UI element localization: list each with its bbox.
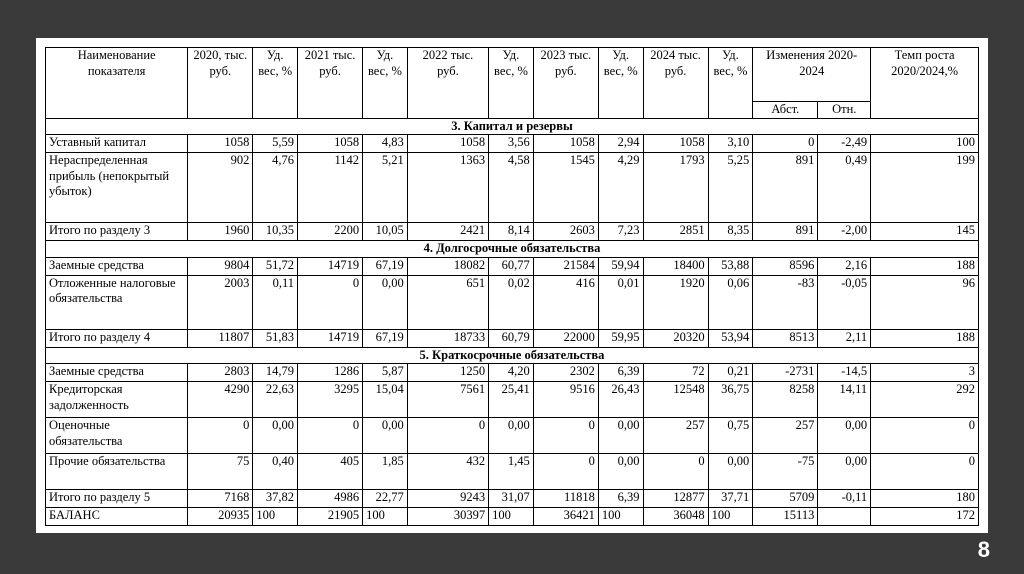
slide bbox=[36, 38, 988, 533]
table-cell: 75 bbox=[188, 454, 253, 490]
table-row bbox=[46, 418, 979, 454]
table-cell: 405 bbox=[298, 454, 363, 490]
table-cell: 902 bbox=[188, 153, 253, 223]
table-row bbox=[46, 364, 979, 382]
table-cell: 0 bbox=[188, 418, 253, 454]
table-cell: 2603 bbox=[533, 223, 598, 241]
table-row bbox=[46, 490, 979, 508]
section-row bbox=[46, 118, 979, 135]
table-cell: 292 bbox=[871, 382, 979, 418]
table-cell: 2003 bbox=[188, 275, 253, 329]
table-cell: 96 bbox=[871, 275, 979, 329]
header-change-rel: Отн. bbox=[818, 102, 871, 119]
table-cell: 11807 bbox=[188, 329, 253, 347]
header-year-value: 2022 тыс. руб. bbox=[407, 48, 488, 119]
header-year-value: 2023 тыс. руб. bbox=[533, 48, 598, 119]
table-cell: 0,01 bbox=[598, 275, 643, 329]
table-row bbox=[46, 223, 979, 241]
table-cell: 20935 bbox=[188, 508, 253, 526]
table-cell: 30397 bbox=[407, 508, 488, 526]
row-label: Итого по разделу 5 bbox=[46, 490, 188, 508]
table-cell: 0 bbox=[407, 418, 488, 454]
table-cell: 0,75 bbox=[708, 418, 753, 454]
balance-row bbox=[46, 508, 979, 526]
table-cell: 891 bbox=[753, 153, 818, 223]
header-year-share: Уд. вес, % bbox=[489, 48, 534, 119]
table-cell: 51,72 bbox=[253, 257, 298, 275]
row-label: Прочие обязательства bbox=[46, 454, 188, 490]
table-cell: 0,00 bbox=[598, 454, 643, 490]
table-cell: 59,94 bbox=[598, 257, 643, 275]
table-cell: 9804 bbox=[188, 257, 253, 275]
table-cell: 22,63 bbox=[253, 382, 298, 418]
table-cell: 14719 bbox=[298, 257, 363, 275]
row-label: Заемные средства bbox=[46, 364, 188, 382]
table-cell: 36048 bbox=[643, 508, 708, 526]
header-year-value: 2024 тыс. руб. bbox=[643, 48, 708, 119]
table-cell: 1,85 bbox=[363, 454, 408, 490]
table-cell: 1545 bbox=[533, 153, 598, 223]
table-cell: 0,00 bbox=[708, 454, 753, 490]
table-cell: 100 bbox=[489, 508, 534, 526]
table-cell: 8513 bbox=[753, 329, 818, 347]
table-body bbox=[46, 118, 979, 526]
table-cell: 4986 bbox=[298, 490, 363, 508]
table-cell: 2,16 bbox=[818, 257, 871, 275]
table-cell: 53,94 bbox=[708, 329, 753, 347]
row-label: Отложенные налоговые обязательства bbox=[46, 275, 188, 329]
table-cell: 0 bbox=[298, 275, 363, 329]
table-cell: 2200 bbox=[298, 223, 363, 241]
table-cell: 100 bbox=[871, 135, 979, 153]
table-cell: 0 bbox=[871, 454, 979, 490]
table-cell: 0,00 bbox=[363, 275, 408, 329]
table-cell: 416 bbox=[533, 275, 598, 329]
table-cell: 36421 bbox=[533, 508, 598, 526]
table-row bbox=[46, 135, 979, 153]
table-cell: 257 bbox=[643, 418, 708, 454]
table-cell: 2851 bbox=[643, 223, 708, 241]
table-cell: 100 bbox=[363, 508, 408, 526]
table-cell: 10,35 bbox=[253, 223, 298, 241]
table-cell: 0,00 bbox=[489, 418, 534, 454]
table-row bbox=[46, 329, 979, 347]
table-cell: 0,02 bbox=[489, 275, 534, 329]
table-cell: 5,59 bbox=[253, 135, 298, 153]
table-cell: 651 bbox=[407, 275, 488, 329]
table-cell: 3295 bbox=[298, 382, 363, 418]
table-cell: 1250 bbox=[407, 364, 488, 382]
table-cell: 51,83 bbox=[253, 329, 298, 347]
table-cell: 3 bbox=[871, 364, 979, 382]
table-cell: -83 bbox=[753, 275, 818, 329]
table-cell: 0 bbox=[533, 454, 598, 490]
table-cell: 14,11 bbox=[818, 382, 871, 418]
table-cell: 180 bbox=[871, 490, 979, 508]
table-cell: -2731 bbox=[753, 364, 818, 382]
table-cell: 21905 bbox=[298, 508, 363, 526]
table-cell: -0,05 bbox=[818, 275, 871, 329]
table-cell: 1286 bbox=[298, 364, 363, 382]
table-cell: 257 bbox=[753, 418, 818, 454]
table-cell: 14,79 bbox=[253, 364, 298, 382]
table-cell: 22000 bbox=[533, 329, 598, 347]
table-cell: 2,94 bbox=[598, 135, 643, 153]
table-cell: 1058 bbox=[298, 135, 363, 153]
table-row bbox=[46, 153, 979, 223]
row-label: Заемные средства bbox=[46, 257, 188, 275]
header-year-value: 2020, тыс. руб. bbox=[188, 48, 253, 119]
table-cell: 5,21 bbox=[363, 153, 408, 223]
table-cell: 2803 bbox=[188, 364, 253, 382]
table-cell: 11818 bbox=[533, 490, 598, 508]
table-cell: 15,04 bbox=[363, 382, 408, 418]
table-cell: 31,07 bbox=[489, 490, 534, 508]
table-cell: 26,43 bbox=[598, 382, 643, 418]
table-cell: 0,00 bbox=[818, 418, 871, 454]
table-cell: 188 bbox=[871, 257, 979, 275]
table-cell: 1363 bbox=[407, 153, 488, 223]
table-cell: 12877 bbox=[643, 490, 708, 508]
table-cell: 0,00 bbox=[253, 418, 298, 454]
section-title: 4. Долгосрочные обязательства bbox=[46, 241, 979, 258]
table-cell: 0 bbox=[643, 454, 708, 490]
table-cell: 8258 bbox=[753, 382, 818, 418]
table-row bbox=[46, 382, 979, 418]
header-year-share: Уд. вес, % bbox=[363, 48, 408, 119]
section-row bbox=[46, 347, 979, 364]
table-cell: 100 bbox=[253, 508, 298, 526]
table-cell: 60,79 bbox=[489, 329, 534, 347]
table-cell: -14,5 bbox=[818, 364, 871, 382]
table-cell: 12548 bbox=[643, 382, 708, 418]
table-cell: 188 bbox=[871, 329, 979, 347]
table-header bbox=[46, 48, 979, 119]
table-cell: 1,45 bbox=[489, 454, 534, 490]
table-cell: 14719 bbox=[298, 329, 363, 347]
table-cell: 0 bbox=[871, 418, 979, 454]
table-cell: 100 bbox=[708, 508, 753, 526]
table-cell: 20320 bbox=[643, 329, 708, 347]
table-row bbox=[46, 275, 979, 329]
table-cell: 3,56 bbox=[489, 135, 534, 153]
table-cell: 6,39 bbox=[598, 490, 643, 508]
row-label: БАЛАНС bbox=[46, 508, 188, 526]
table-cell: 4,83 bbox=[363, 135, 408, 153]
table-cell: 4,29 bbox=[598, 153, 643, 223]
table-cell: 1058 bbox=[188, 135, 253, 153]
table-cell: 4290 bbox=[188, 382, 253, 418]
table-cell: -2,49 bbox=[818, 135, 871, 153]
table-cell: -0,11 bbox=[818, 490, 871, 508]
table-cell: 9516 bbox=[533, 382, 598, 418]
table-cell: 9243 bbox=[407, 490, 488, 508]
table-cell: -2,00 bbox=[818, 223, 871, 241]
header-year-share: Уд. вес, % bbox=[253, 48, 298, 119]
table-cell: 21584 bbox=[533, 257, 598, 275]
table-cell: 5,25 bbox=[708, 153, 753, 223]
table-cell: 0,21 bbox=[708, 364, 753, 382]
table-cell: 145 bbox=[871, 223, 979, 241]
table-cell: 5709 bbox=[753, 490, 818, 508]
table-cell: 15113 bbox=[753, 508, 818, 526]
header-change-abs: Абст. bbox=[753, 102, 818, 119]
table-cell: 67,19 bbox=[363, 257, 408, 275]
table-cell: 59,95 bbox=[598, 329, 643, 347]
table-cell: 0,11 bbox=[253, 275, 298, 329]
section-row bbox=[46, 241, 979, 258]
table-cell: 0,40 bbox=[253, 454, 298, 490]
table-cell: 2302 bbox=[533, 364, 598, 382]
table-cell: 0,49 bbox=[818, 153, 871, 223]
table-cell: 18082 bbox=[407, 257, 488, 275]
row-label: Кредиторская задолженность bbox=[46, 382, 188, 418]
table-cell: 1058 bbox=[643, 135, 708, 153]
table-cell: 1920 bbox=[643, 275, 708, 329]
header-change: Изменения 2020-2024 bbox=[753, 48, 871, 102]
table-cell: 100 bbox=[598, 508, 643, 526]
section-title: 3. Капитал и резервы bbox=[46, 118, 979, 135]
page-number: 8 bbox=[977, 537, 990, 562]
table-cell: 0 bbox=[533, 418, 598, 454]
table-cell: 1058 bbox=[533, 135, 598, 153]
table-cell: 0,06 bbox=[708, 275, 753, 329]
table-cell: 1058 bbox=[407, 135, 488, 153]
header-year-value: 2021 тыс. руб. bbox=[298, 48, 363, 119]
table-cell: 7168 bbox=[188, 490, 253, 508]
table-cell: 2421 bbox=[407, 223, 488, 241]
table-cell: 4,20 bbox=[489, 364, 534, 382]
table-cell: 432 bbox=[407, 454, 488, 490]
section-title: 5. Краткосрочные обязательства bbox=[46, 347, 979, 364]
table-cell: 4,58 bbox=[489, 153, 534, 223]
row-label: Оценочные обязательства bbox=[46, 418, 188, 454]
table-cell bbox=[818, 508, 871, 526]
table-cell: 3,10 bbox=[708, 135, 753, 153]
balance-table bbox=[45, 47, 979, 526]
header-year-share: Уд. вес, % bbox=[708, 48, 753, 119]
table-cell: 25,41 bbox=[489, 382, 534, 418]
table-cell: 10,05 bbox=[363, 223, 408, 241]
table-cell: 8,14 bbox=[489, 223, 534, 241]
table-cell: 18400 bbox=[643, 257, 708, 275]
table-cell: 6,39 bbox=[598, 364, 643, 382]
table-cell: 0 bbox=[298, 418, 363, 454]
table-cell: 1793 bbox=[643, 153, 708, 223]
row-label: Итого по разделу 4 bbox=[46, 329, 188, 347]
table-cell: 891 bbox=[753, 223, 818, 241]
table-cell: 7,23 bbox=[598, 223, 643, 241]
header-growth: Темп роста 2020/2024,% bbox=[871, 48, 979, 119]
table-cell: 0 bbox=[753, 135, 818, 153]
table-cell: 2,11 bbox=[818, 329, 871, 347]
table-cell: 8596 bbox=[753, 257, 818, 275]
row-label: Нераспределенная прибыль (непокрытый убыток) bbox=[46, 153, 188, 223]
table-cell: 8,35 bbox=[708, 223, 753, 241]
table-cell: 0,00 bbox=[598, 418, 643, 454]
table-cell: 199 bbox=[871, 153, 979, 223]
table-cell: 172 bbox=[871, 508, 979, 526]
table-cell: 37,71 bbox=[708, 490, 753, 508]
table-cell: 18733 bbox=[407, 329, 488, 347]
table-cell: 5,87 bbox=[363, 364, 408, 382]
table-cell: 22,77 bbox=[363, 490, 408, 508]
table-cell: 53,88 bbox=[708, 257, 753, 275]
table-cell: 60,77 bbox=[489, 257, 534, 275]
table-cell: 67,19 bbox=[363, 329, 408, 347]
table-cell: 7561 bbox=[407, 382, 488, 418]
table-cell: 36,75 bbox=[708, 382, 753, 418]
table-cell: 4,76 bbox=[253, 153, 298, 223]
header-year-share: Уд. вес, % bbox=[598, 48, 643, 119]
table-cell: 37,82 bbox=[253, 490, 298, 508]
table-cell: 1142 bbox=[298, 153, 363, 223]
row-label: Итого по разделу 3 bbox=[46, 223, 188, 241]
table-cell: -75 bbox=[753, 454, 818, 490]
table-row bbox=[46, 454, 979, 490]
row-label: Уставный капитал bbox=[46, 135, 188, 153]
table-cell: 0,00 bbox=[818, 454, 871, 490]
table-cell: 1960 bbox=[188, 223, 253, 241]
table-cell: 0,00 bbox=[363, 418, 408, 454]
table-cell: 72 bbox=[643, 364, 708, 382]
table-row bbox=[46, 257, 979, 275]
header-name: Наименование показателя bbox=[46, 48, 188, 119]
